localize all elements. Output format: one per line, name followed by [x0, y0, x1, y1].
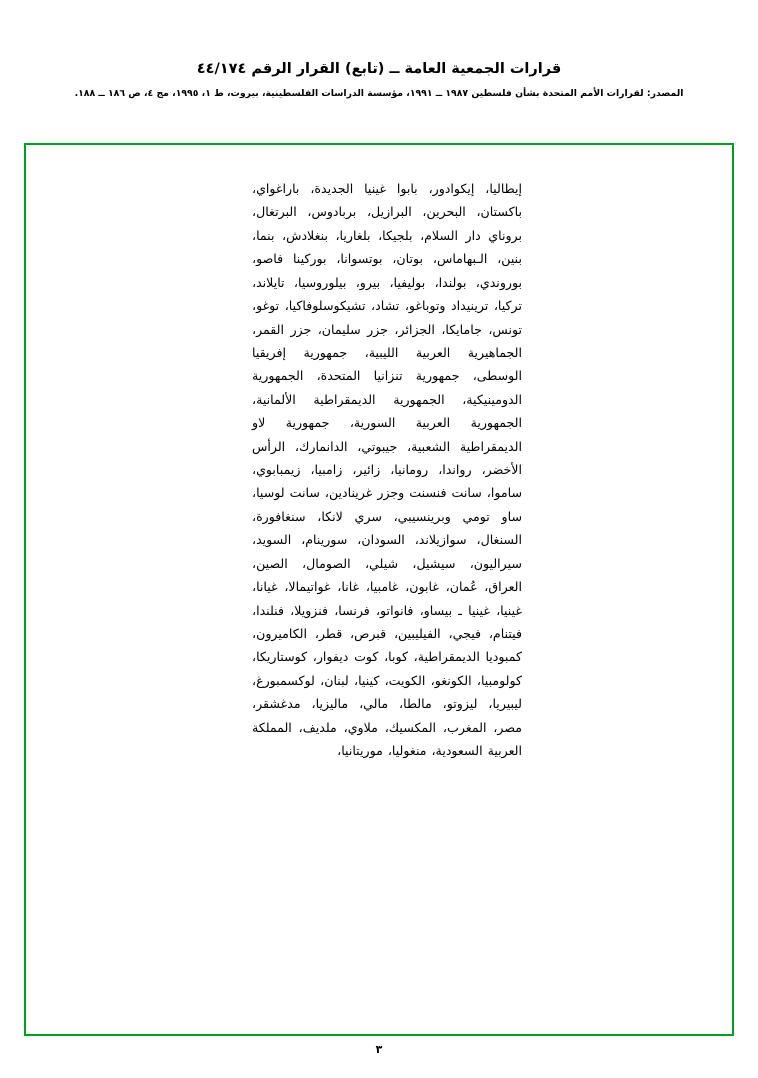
source-citation: المصدر: لقرارات الأمم المتحدة بشأن فلسطين ١٩٨٧ ــ ١٩٩١، مؤسسة الدراسات الفلسطينية، بيروت، ط ١، ١٩٩٥، مج ٤، ص ١٨٦ ــ ١٨٨.	[74, 87, 684, 99]
page-number: ٣	[375, 1043, 383, 1056]
content-frame	[24, 143, 734, 1036]
document-header	[0, 60, 758, 100]
body-paragraph: إيطاليا، إيكوادور، بابوا غينيا الجديدة، باراغواي، باكستان، البحرين، البرازيل، بربادوس، البرتغال، بروناي دار السلام، بلجيكا، بلغاريا، بنغلادش، بنما، بنين، الـبهاماس، بوتان، بوتسوانا، بوركينا فاصو، بوروندي، بولندا، بوليفيا، بيرو، بيلوروسيا، تايلاند، تركيا، ترينيداد وتوباغو، تشاد، تشيكوسلوفاكيا، توغو، تونس، جامايكا، الجزائر، جزر سليمان، جزر القمر، الجماهيرية العربية الليبية، جمهورية إفريقيا الوسطى، جمهورية تنزانيا المتحدة، الجمهورية الدومينيكية، الجمهورية الديمقراطية الألمانية، الجمهورية العربية السورية، جمهورية لاو الديمقراطية الشعبية، جيبوتي، الدانمارك، الرأس الأخضر، رواندا، رومانيا، زائير، زامبيا، زيمبابوي، ساموا، سانت فنسنت وجزر غرينادين، سانت لوسيا، ساو تومي وبرينسيبي، سري لانكا، سنغافورة، السنغال، سوازيلاند، السودان، سورينام، السويد، سيراليون، سيشيل، شيلي، الصومال، الصين، العراق، عُمان، غابون، غامبيا، غانا، غواتيمالا، غيانا، غينيا، غينيا ـ بيساو، فانواتو، فرنسا، فنزويلا، فنلندا، فيتنام، فيجي، الفيليبين، قبرص، قطر، الكاميرون، كمبوديا الديمقراطية، كوبا، كوت ديفوار، كوستاريكا، كولومبيا، الكونغو، الكويت، كينيا، لبنان، لوكسمبورغ، ليبيريا، ليزوتو، مالطا، مالي، ماليزيا، مدغشقر، مصر، المغرب، المكسيك، ملاوي، ملديف، المملكة العربية السعودية، منغوليا، موريتانيا،	[252, 181, 522, 759]
page-title: قرارات الجمعية العامة ــ (تابع) القرار الرقم ٤٤/١٧٤	[196, 61, 562, 77]
